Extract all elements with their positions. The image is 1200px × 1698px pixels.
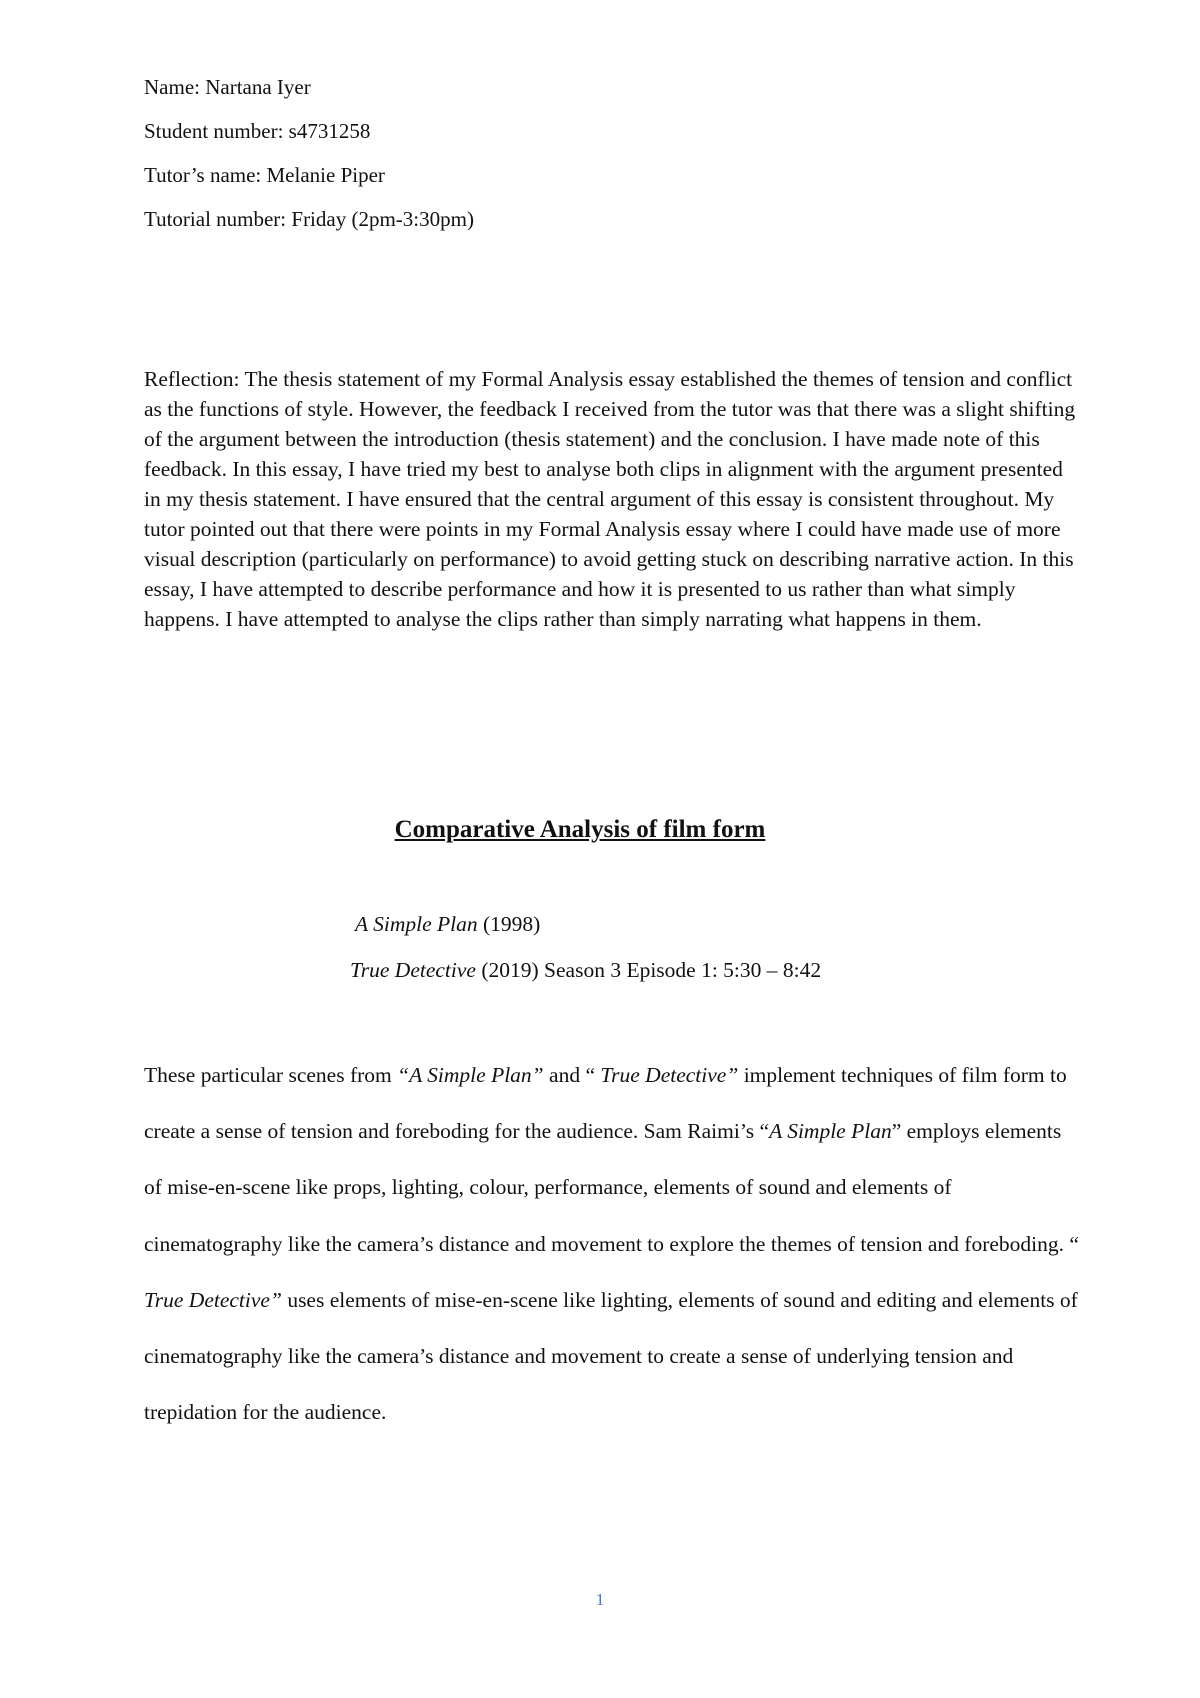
film-detail-1: (1998) [477,912,541,936]
film-line-1 [355,912,540,937]
essay-title: Comparative Analysis of film form [394,816,766,843]
tutor-name: Tutor’s name: Melanie Piper [144,163,385,187]
tutorial-number: Tutorial number: Friday (2pm-3:30pm) [144,207,474,231]
film-ref: “A Simple Plan” [397,1063,544,1087]
film-line-2 [350,958,821,983]
text-run: These particular scenes from [144,1063,398,1087]
student-number: Student number: s4731258 [144,119,371,143]
body-paragraph [144,1047,1079,1440]
page-number: 1 [595,1590,605,1609]
text-run: ” employs elements of mise-en-scene like props, lighting, colour, performance, elements of sound and elements of cinematography like the camera’s distance and movement to explore the themes of tension and foreboding. “ [144,1119,1079,1256]
film-title-1: A Simple Plan [355,912,478,936]
film-ref: A Simple Plan [769,1119,892,1144]
film-ref: True Detective” [144,1287,282,1312]
text-run: and “ [543,1063,601,1087]
reflection-paragraph: Reflection: The thesis statement of my Formal Analysis essay established the themes of tension and conflict as the functions of style. However, the feedback I received from the tutor was that there was a slight shifting of the argument between the introduction (thesis statement) and the conclusion. I have made note of this feedback. In this essay, I have tried my best to analyse both clips in alignment with the argument presented in my thesis statement. I have ensured that the central argument of this essay is consistent throughout. My tutor pointed out that there were points in my Formal Analysis essay where I could have made use of more visual description (particularly on performance) to avoid getting stuck on describing narrative action. In this essay, I have attempted to describe performance and how it is presented to us rather than what simply happens. I have attempted to analyse the clips rather than simply narrating what happens in them. [144,367,1076,631]
student-name: Name: Nartana Iyer [144,75,311,99]
film-ref: True Detective” [600,1063,739,1087]
text-run: implement techniques of film form to create a sense of tension and foreboding for the audience. Sam Raimi’s “ [144,1063,1067,1144]
film-title-2: True Detective [350,958,476,982]
text-run: uses elements of mise-en-scene like lighting, elements of sound and editing and elements of cinematography like the camera’s distance and movement to create a sense of underlying tension and trepidation for the audience. [144,1287,1078,1425]
film-detail-2: (2019) Season 3 Episode 1: 5:30 – 8:42 [475,958,822,982]
